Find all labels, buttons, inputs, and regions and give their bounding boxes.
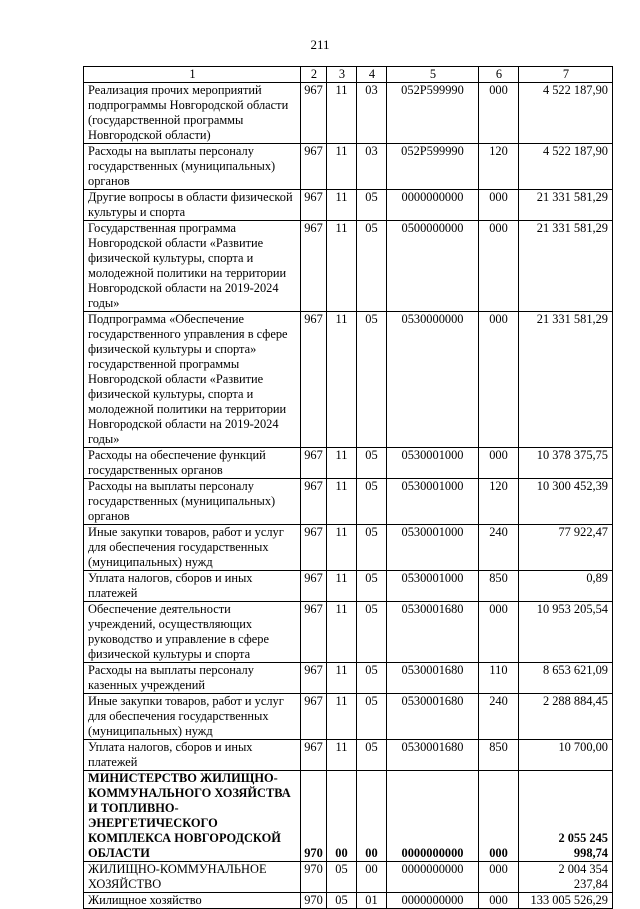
subsection-cell: 05 xyxy=(357,740,387,771)
expense-type-cell: 000 xyxy=(479,602,519,663)
expense-type-cell: 000 xyxy=(479,771,519,862)
expense-type-cell: 110 xyxy=(479,663,519,694)
section-cell: 11 xyxy=(327,448,357,479)
table-header-row xyxy=(84,67,613,83)
name-cell: Уплата налогов, сборов и иных платежей xyxy=(84,571,301,602)
table-body xyxy=(84,67,613,909)
section-cell: 00 xyxy=(327,771,357,862)
subsection-cell: 03 xyxy=(357,83,387,144)
name-cell: Обеспечение деятельности учреждений, осуществляющих руководство и управление в сфере физической культуры и спорта xyxy=(84,602,301,663)
admin-code-cell: 967 xyxy=(301,602,327,663)
subsection-cell: 05 xyxy=(357,571,387,602)
amount-cell: 4 522 187,90 xyxy=(519,83,613,144)
section-cell: 11 xyxy=(327,525,357,571)
amount-cell: 0,89 xyxy=(519,571,613,602)
subsection-cell: 05 xyxy=(357,479,387,525)
admin-code-cell: 967 xyxy=(301,190,327,221)
amount-cell: 2 288 884,45 xyxy=(519,694,613,740)
section-cell: 05 xyxy=(327,893,357,909)
target-article-cell: 0530001000 xyxy=(387,448,479,479)
section-cell: 05 xyxy=(327,862,357,893)
name-cell: Иные закупки товаров, работ и услуг для обеспечения государственных (муниципальных) нужд xyxy=(84,525,301,571)
table-row xyxy=(84,83,613,144)
table-row xyxy=(84,740,613,771)
subsection-cell: 05 xyxy=(357,602,387,663)
section-cell: 11 xyxy=(327,694,357,740)
admin-code-cell: 970 xyxy=(301,893,327,909)
expense-type-cell: 000 xyxy=(479,83,519,144)
admin-code-cell: 967 xyxy=(301,571,327,602)
table-row xyxy=(84,312,613,448)
name-cell: Уплата налогов, сборов и иных платежей xyxy=(84,740,301,771)
section-cell: 11 xyxy=(327,571,357,602)
section-cell: 11 xyxy=(327,312,357,448)
table-row xyxy=(84,893,613,909)
header-cell: 3 xyxy=(327,67,357,83)
amount-cell: 133 005 526,29 xyxy=(519,893,613,909)
budget-table xyxy=(83,66,613,909)
amount-cell: 8 653 621,09 xyxy=(519,663,613,694)
table-row xyxy=(84,221,613,312)
expense-type-cell: 000 xyxy=(479,893,519,909)
table-row xyxy=(84,694,613,740)
name-cell: Расходы на выплаты персоналу казенных учреждений xyxy=(84,663,301,694)
expense-type-cell: 000 xyxy=(479,312,519,448)
expense-type-cell: 850 xyxy=(479,740,519,771)
subsection-cell: 05 xyxy=(357,190,387,221)
admin-code-cell: 967 xyxy=(301,83,327,144)
amount-cell: 77 922,47 xyxy=(519,525,613,571)
section-cell: 11 xyxy=(327,144,357,190)
target-article-cell: 0500000000 xyxy=(387,221,479,312)
amount-cell: 2 055 245 998,74 xyxy=(519,771,613,862)
target-article-cell: 0530001000 xyxy=(387,525,479,571)
section-cell: 11 xyxy=(327,602,357,663)
amount-cell: 10 378 375,75 xyxy=(519,448,613,479)
amount-cell: 10 300 452,39 xyxy=(519,479,613,525)
name-cell: Подпрограмма «Обеспечение государственного управления в сфере физической культуры и спорта» государственной программы Новгородской области «Развитие физической культуры, спорта и молодежной политики на территории Новгородской области на 2019-2024 годы» xyxy=(84,312,301,448)
target-article-cell: 052P599990 xyxy=(387,83,479,144)
header-cell: 4 xyxy=(357,67,387,83)
subsection-cell: 05 xyxy=(357,663,387,694)
target-article-cell: 0530001000 xyxy=(387,479,479,525)
target-article-cell: 0530001000 xyxy=(387,571,479,602)
expense-type-cell: 000 xyxy=(479,862,519,893)
expense-type-cell: 000 xyxy=(479,221,519,312)
expense-type-cell: 000 xyxy=(479,190,519,221)
name-cell: ЖИЛИЩНО-КОММУНАЛЬНОЕ ХОЗЯЙСТВО xyxy=(84,862,301,893)
target-article-cell: 0000000000 xyxy=(387,893,479,909)
header-cell: 6 xyxy=(479,67,519,83)
page-number: 211 xyxy=(310,37,330,52)
table-row xyxy=(84,663,613,694)
target-article-cell: 0530001680 xyxy=(387,602,479,663)
admin-code-cell: 967 xyxy=(301,740,327,771)
admin-code-cell: 967 xyxy=(301,312,327,448)
admin-code-cell: 967 xyxy=(301,448,327,479)
section-cell: 11 xyxy=(327,740,357,771)
subsection-cell: 05 xyxy=(357,312,387,448)
name-cell: Расходы на обеспечение функций государственных органов xyxy=(84,448,301,479)
name-cell: Расходы на выплаты персоналу государственных (муниципальных) органов xyxy=(84,479,301,525)
header-cell: 5 xyxy=(387,67,479,83)
section-cell: 11 xyxy=(327,83,357,144)
subsection-cell: 05 xyxy=(357,525,387,571)
subsection-cell: 00 xyxy=(357,771,387,862)
table-row xyxy=(84,190,613,221)
amount-cell: 21 331 581,29 xyxy=(519,190,613,221)
target-article-cell: 0530000000 xyxy=(387,312,479,448)
admin-code-cell: 967 xyxy=(301,694,327,740)
subsection-cell: 05 xyxy=(357,448,387,479)
expense-type-cell: 240 xyxy=(479,694,519,740)
header-cell: 2 xyxy=(301,67,327,83)
expense-type-cell: 850 xyxy=(479,571,519,602)
table-row xyxy=(84,862,613,893)
target-article-cell: 0530001680 xyxy=(387,740,479,771)
amount-cell: 21 331 581,29 xyxy=(519,312,613,448)
section-cell: 11 xyxy=(327,221,357,312)
expense-type-cell: 240 xyxy=(479,525,519,571)
target-article-cell: 0000000000 xyxy=(387,771,479,862)
table-row xyxy=(84,525,613,571)
table-row xyxy=(84,571,613,602)
name-cell: МИНИСТЕРСТВО ЖИЛИЩНО-КОММУНАЛЬНОГО ХОЗЯЙСТВА И ТОПЛИВНО-ЭНЕРГЕТИЧЕСКОГО КОМПЛЕКСА НОВГОРОДСКОЙ ОБЛАСТИ xyxy=(84,771,301,862)
admin-code-cell: 967 xyxy=(301,221,327,312)
subsection-cell: 05 xyxy=(357,221,387,312)
name-cell: Расходы на выплаты персоналу государственных (муниципальных) органов xyxy=(84,144,301,190)
name-cell: Другие вопросы в области физической культуры и спорта xyxy=(84,190,301,221)
section-cell: 11 xyxy=(327,479,357,525)
subsection-cell: 05 xyxy=(357,694,387,740)
subsection-cell: 03 xyxy=(357,144,387,190)
header-cell: 1 xyxy=(84,67,301,83)
admin-code-cell: 967 xyxy=(301,525,327,571)
table-row xyxy=(84,479,613,525)
admin-code-cell: 967 xyxy=(301,479,327,525)
target-article-cell: 0530001680 xyxy=(387,694,479,740)
amount-cell: 10 953 205,54 xyxy=(519,602,613,663)
target-article-cell: 052P599990 xyxy=(387,144,479,190)
header-cell: 7 xyxy=(519,67,613,83)
amount-cell: 4 522 187,90 xyxy=(519,144,613,190)
section-cell: 11 xyxy=(327,190,357,221)
target-article-cell: 0000000000 xyxy=(387,862,479,893)
target-article-cell: 0000000000 xyxy=(387,190,479,221)
admin-code-cell: 967 xyxy=(301,663,327,694)
admin-code-cell: 970 xyxy=(301,771,327,862)
target-article-cell: 0530001680 xyxy=(387,663,479,694)
expense-type-cell: 000 xyxy=(479,448,519,479)
name-cell: Иные закупки товаров, работ и услуг для обеспечения государственных (муниципальных) нужд xyxy=(84,694,301,740)
amount-cell: 21 331 581,29 xyxy=(519,221,613,312)
expense-type-cell: 120 xyxy=(479,144,519,190)
table-row xyxy=(84,144,613,190)
amount-cell: 2 004 354 237,84 xyxy=(519,862,613,893)
section-cell: 11 xyxy=(327,663,357,694)
amount-cell: 10 700,00 xyxy=(519,740,613,771)
name-cell: Жилищное хозяйство xyxy=(84,893,301,909)
name-cell: Государственная программа Новгородской области «Развитие физической культуры, спорта и молодежной политики на территории Новгородской области на 2019-2024 годы» xyxy=(84,221,301,312)
table-row xyxy=(84,448,613,479)
subsection-cell: 00 xyxy=(357,862,387,893)
name-cell: Реализация прочих мероприятий подпрограммы Новгородской области (государственной программы Новгородской области) xyxy=(84,83,301,144)
table-row xyxy=(84,602,613,663)
admin-code-cell: 967 xyxy=(301,144,327,190)
table-row xyxy=(84,771,613,862)
subsection-cell: 01 xyxy=(357,893,387,909)
expense-type-cell: 120 xyxy=(479,479,519,525)
admin-code-cell: 970 xyxy=(301,862,327,893)
